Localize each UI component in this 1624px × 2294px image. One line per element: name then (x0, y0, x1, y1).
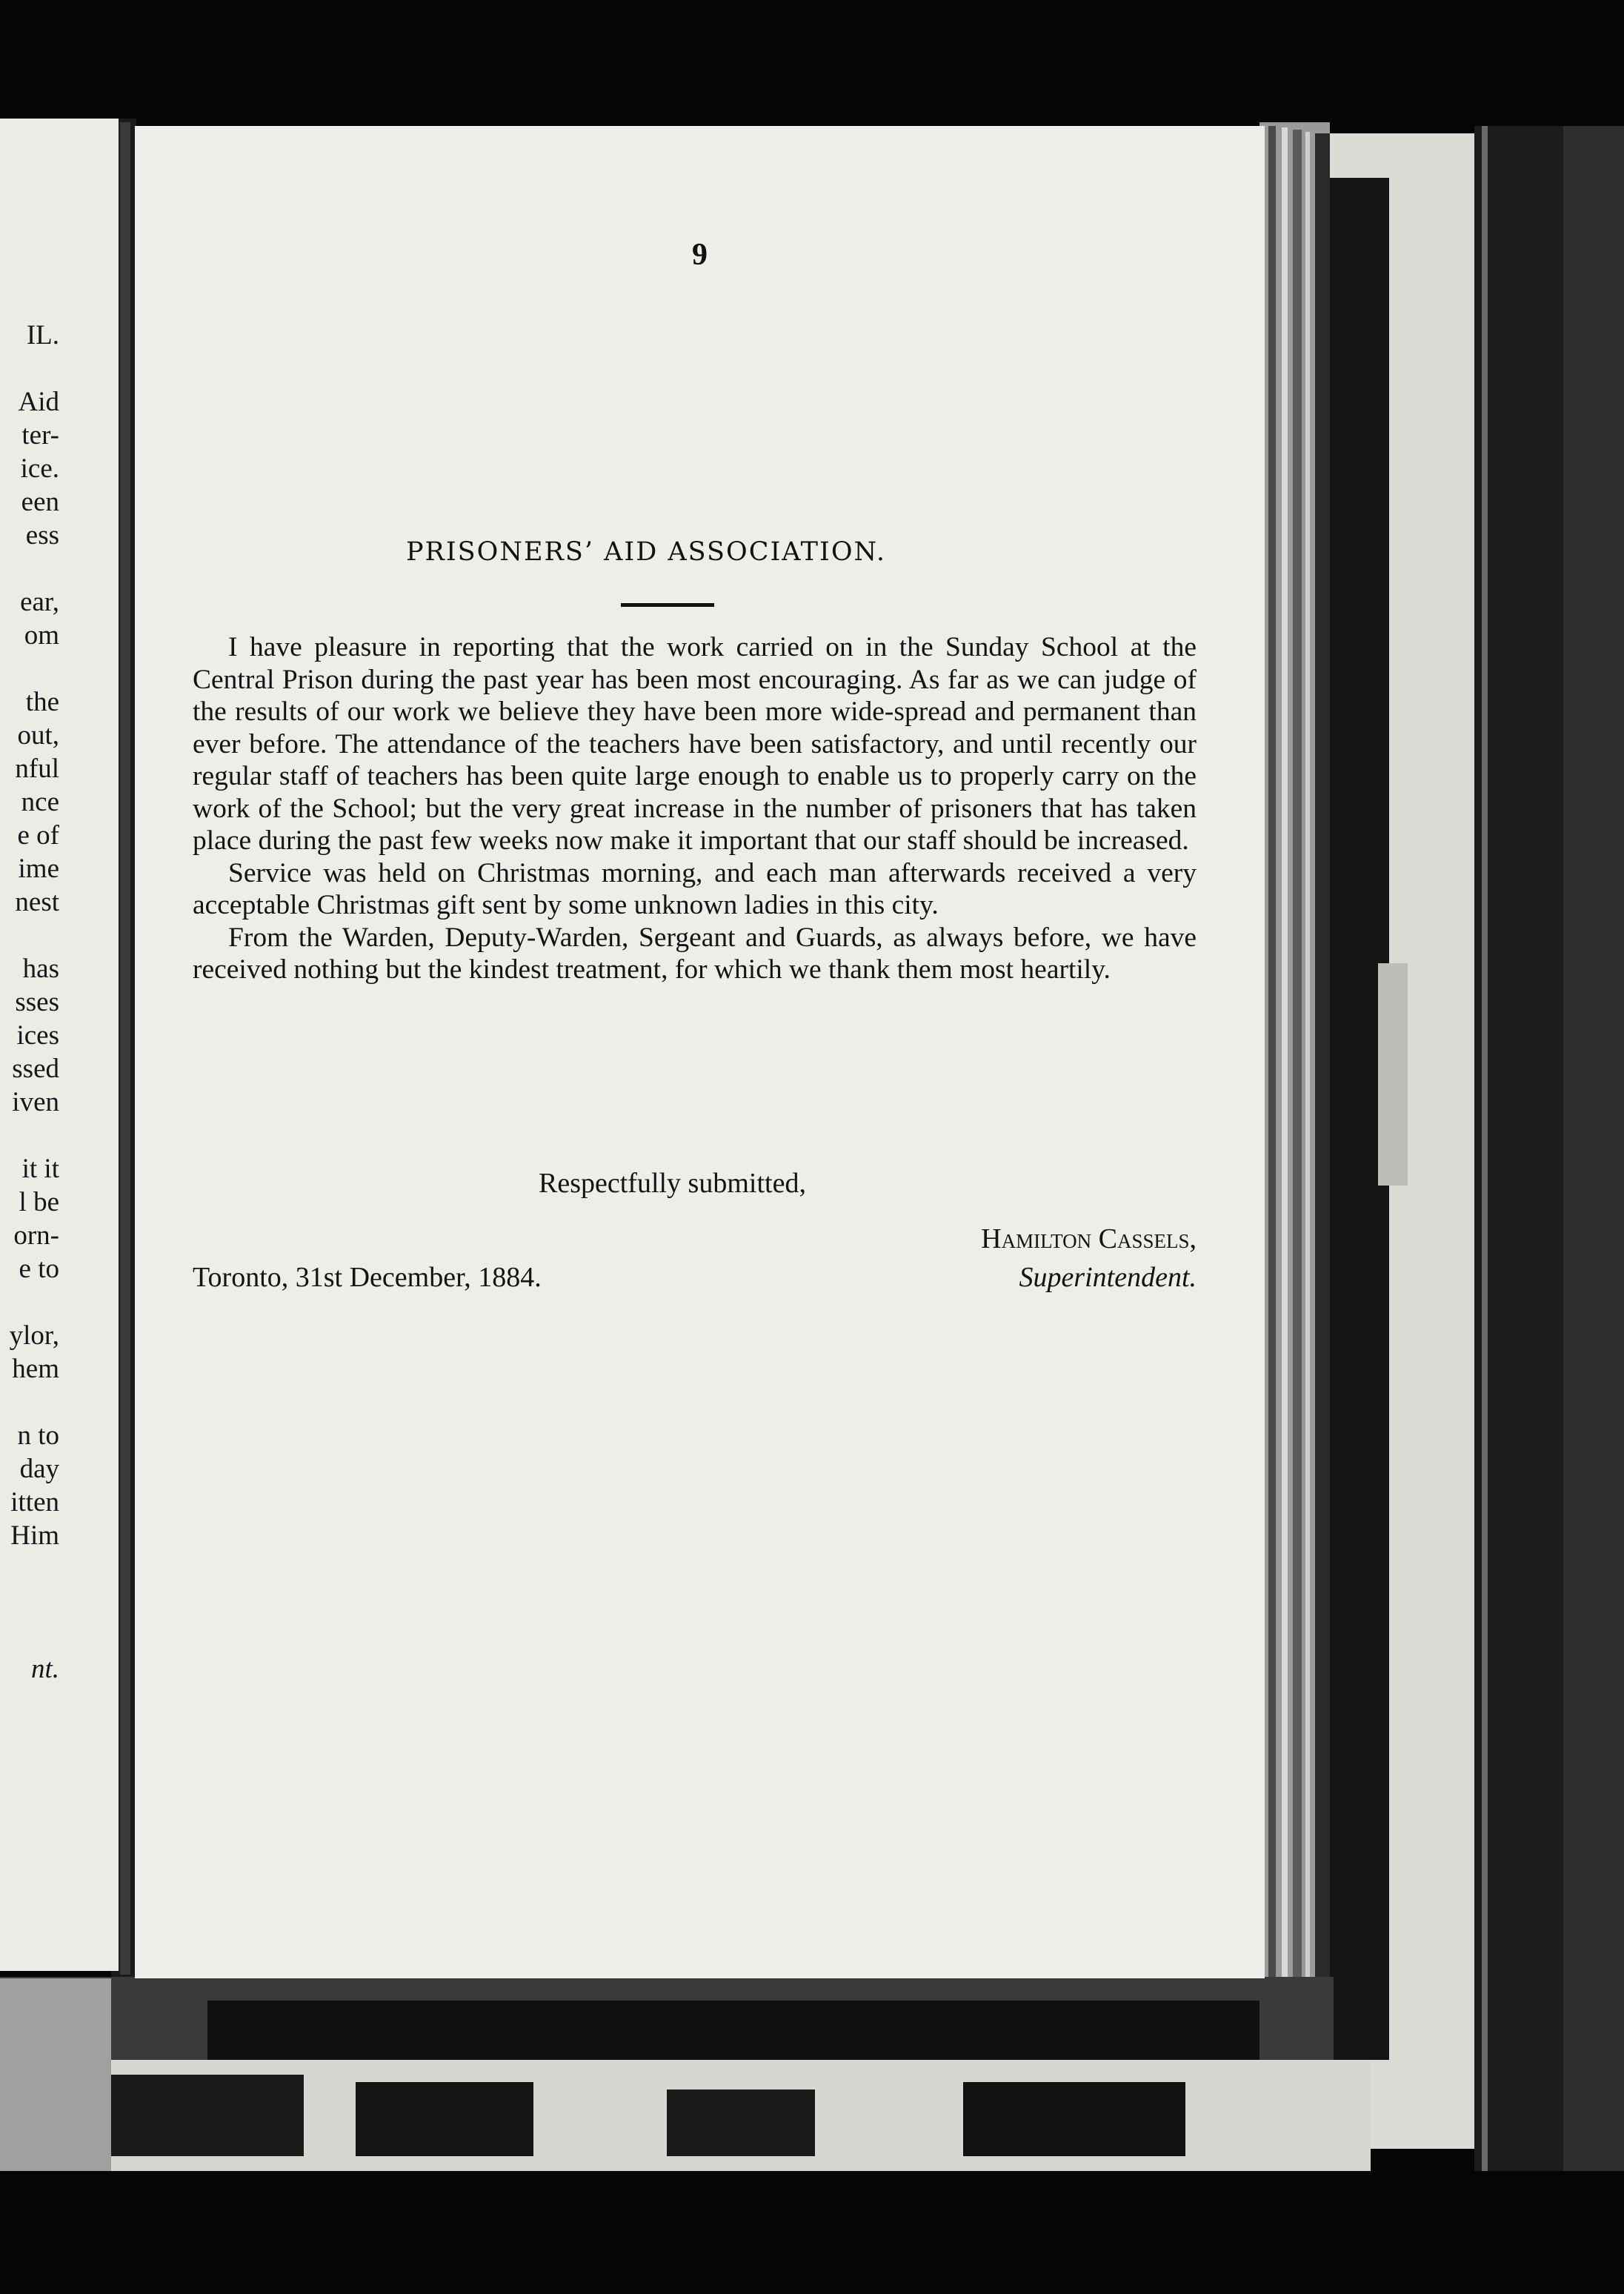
left-page-text-fragment: nce (21, 787, 59, 817)
left-page-text-fragment: it it (21, 1154, 59, 1184)
left-page-text-fragment: ice. (20, 453, 59, 484)
left-page-text-fragment: the (25, 687, 59, 717)
book-page (135, 126, 1265, 1978)
left-page-text-fragment: ime (18, 854, 59, 884)
left-page-text-fragment: n to (17, 1420, 59, 1451)
left-page-text-fragment: e to (19, 1254, 59, 1284)
signer-title: Superintendent. (1019, 1262, 1197, 1293)
left-page-text-fragment: out, (17, 720, 59, 751)
left-page-text-fragment: Aid (18, 387, 59, 417)
left-page-text-fragment: hem (12, 1354, 59, 1384)
closing-line: Respectfully submitted, (539, 1168, 806, 1199)
page-title: PRISONERS’ AID ASSOCIATION. (405, 537, 887, 567)
left-page-text-fragment: ylor, (9, 1320, 59, 1351)
paragraph: Service was held on Christmas morning, and each man afterwards received a very acceptable Christmas gift sent by some unknown ladies in this city. (193, 857, 1197, 920)
left-page-text-fragment: nful (15, 754, 59, 784)
left-page-text-fragment: Him (10, 1520, 59, 1551)
left-page-text-fragment: ess (25, 520, 59, 551)
page-number: 9 (692, 238, 708, 272)
left-page-text-fragment: has (22, 954, 59, 984)
left-page-text-fragment: nest (15, 887, 59, 917)
left-page-text-fragment: een (21, 487, 59, 517)
left-page-text-fragment: iven (12, 1087, 59, 1117)
title-rule (621, 603, 714, 607)
left-page-text-fragment: ter- (21, 420, 59, 451)
left-page-text-fragment: om (24, 620, 59, 651)
left-page-text-fragment: day (19, 1454, 59, 1484)
left-page-text-fragment: ssed (12, 1054, 59, 1084)
paragraph: From the Warden, Deputy-Warden, Sergeant and Guards, as always before, we have received nothing but the kindest treatment, for which we thank them most heartily. (193, 922, 1197, 985)
left-page-text-fragment: l be (19, 1187, 59, 1217)
left-page-text-fragment: e of (17, 820, 59, 851)
left-page-text-fragment: sses (15, 987, 59, 1017)
left-page-text-fragment: nt. (30, 1654, 59, 1684)
place-date-line: Toronto, 31st December, 1884. (193, 1262, 542, 1293)
signer-name: Hamilton Cassels, (981, 1223, 1197, 1254)
left-page-text-fragment: ices (16, 1020, 59, 1051)
left-page-text-fragment: ear, (20, 587, 59, 617)
left-page-text-fragment: orn- (13, 1220, 59, 1251)
left-page-text-fragment: itten (10, 1487, 59, 1517)
previous-page-fragment (0, 119, 119, 1971)
paragraph: I have pleasure in reporting that the work carried on in the Sunday School at the Central Prison during the past year has been most encouraging. As far as we can judge of the results of our work we believe they have been more wide-spread and permanent than ever before. The attendance of the teachers have been satisfactory, and until recently our regular staff of teachers has been quite large enough to enable us to properly carry on the work of the School; but the very great increase in the number of prisoners that has taken place during the past few weeks now make it important that our staff should be increased. (193, 632, 1197, 856)
left-page-text-fragment: IL. (26, 320, 59, 350)
report-body (193, 631, 1197, 986)
